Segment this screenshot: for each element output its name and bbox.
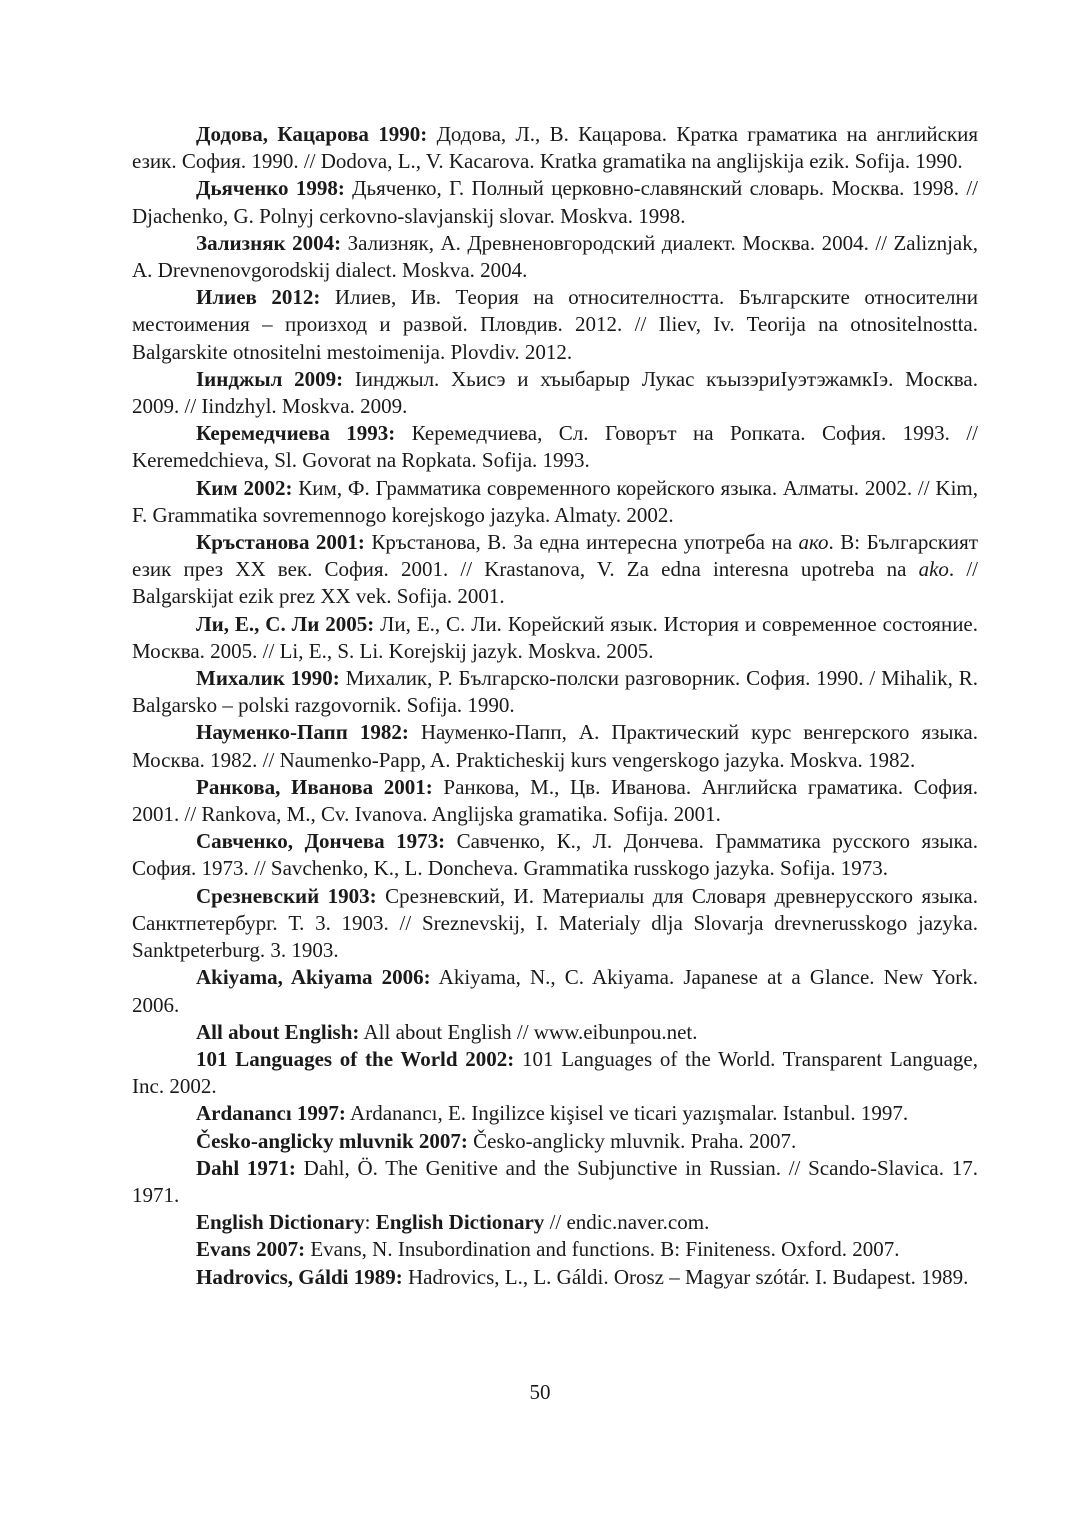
entry-text-italic: ако	[798, 530, 829, 555]
entry-text: Ли, Е., С. Ли. Корейский язык. История и современное состояние. Москва. 2005. // Li, E., S. Li. Korejskij jazyk. Moskva. 2005.	[132, 611, 978, 663]
entry-key: Hadrovics, Gáldi 1989:	[196, 1264, 403, 1289]
bibliography-entry	[132, 121, 978, 175]
entry-key: Илиев 2012:	[196, 285, 321, 310]
bibliography-entry	[132, 774, 978, 828]
bibliography-entry	[132, 1019, 978, 1046]
entry-key: 101 Languages of the World 2002:	[196, 1046, 515, 1071]
entry-key: Česko-anglicky mluvnik 2007:	[196, 1128, 468, 1153]
entry-text: Науменко-Папп, А. Практический курс венгерского языка. Москва. 1982. // Naumenko-Papp, A. Prakticheskij kurs vengerskogo jazyka. Moskva. 1982.	[132, 720, 978, 772]
entry-text: // endic.naver.com.	[544, 1210, 710, 1235]
entry-key: English Dictionary	[196, 1210, 365, 1235]
entry-key: Керемедчиева 1993:	[196, 421, 396, 446]
bibliography-entry	[132, 964, 978, 1018]
entry-text: Михалик, Р. Българско-полски разговорник. София. 1990. / Mihalik, R. Balgarsko – polski razgovornik. Sofija. 1990.	[132, 666, 978, 718]
entry-key: Кръстанова 2001:	[196, 530, 365, 555]
bibliography-entry	[132, 175, 978, 229]
entry-text: Додова, Л., В. Кацарова. Кратка граматика на английския език. София. 1990. // Dodova, L., V. Kacarova. Kratka gramatika na anglijskija ezik. Sofija. 1990.	[132, 122, 978, 174]
entry-text: Akiyama, N., C. Akiyama. Japanese at a Glance. New York. 2006.	[132, 965, 978, 1017]
bibliography-entry	[132, 611, 978, 665]
bibliography-entry	[132, 1100, 978, 1127]
bibliography-entry	[132, 828, 978, 882]
entry-key: Ли, Е., С. Ли 2005:	[196, 611, 375, 636]
entry-key: Akiyama, Akiyama 2006:	[196, 965, 431, 990]
entry-text: Зализняк, А. Древненовгородский диалект. Москва. 2004. // Zaliznjak, A. Drevnenovgorodskij dialect. Moskva. 2004.	[132, 230, 978, 283]
entry-text: All about English // www.eibunpou.net.	[359, 1019, 698, 1044]
entry-key: Ким 2002:	[196, 475, 293, 500]
entry-key: Ardanancı 1997:	[196, 1101, 346, 1126]
bibliography-entry	[132, 475, 978, 529]
bibliography-entry	[132, 420, 978, 474]
entry-text: . В: Българският език през ХХ век. София. 2001. // Krastanova, V. Za edna interesna upotreba na	[132, 530, 979, 582]
entry-text: Česko-anglicky mluvnik. Praha. 2007.	[467, 1128, 797, 1153]
entry-text: Hadrovics, L., L. Gáldi. Orosz – Magyar szótár. I. Budapest. 1989.	[402, 1264, 969, 1289]
entry-key: Dahl 1971:	[196, 1155, 296, 1180]
entry-key: Науменко-Папп 1982:	[196, 720, 409, 745]
bibliography-entry	[132, 1209, 978, 1236]
bibliography-entry	[132, 1155, 978, 1209]
entry-text: Evans, N. Insubordination and functions. В: Finiteness. Oxford. 2007.	[305, 1237, 900, 1262]
entry-key: Іинджыл 2009:	[196, 366, 344, 391]
entry-key: Зализняк 2004:	[196, 230, 342, 255]
entry-key: Срезневский 1903:	[196, 883, 377, 908]
entry-text-italic: ako	[918, 557, 949, 582]
bibliography-entry	[132, 1264, 978, 1291]
bibliography-entry	[132, 719, 978, 773]
entry-text: Срезневский, И. Материалы для Словаря древнерусского языка. Санктпетербург. Т. 3. 1903. // Sreznevskij, I. Materialy dlja Slovarja drevnerusskogo jazyka. Sanktpeterburg. 3. 1903.	[132, 883, 978, 963]
entry-key: Evans 2007:	[196, 1237, 306, 1262]
bibliography-entry	[132, 665, 978, 719]
entry-text: Ardanancı, E. Ingilizce kişisel ve ticari yazışmalar. Istanbul. 1997.	[345, 1101, 909, 1126]
bibliography-entry	[132, 883, 978, 965]
entry-key: English Dictionary	[375, 1210, 545, 1235]
entry-text: Ранкова, М., Цв. Иванова. Английска граматика. София. 2001. // Rankova, M., Cv. Ivanova. Anglijska gramatika. Sofija. 2001.	[132, 774, 978, 827]
bibliography-entry	[132, 1128, 978, 1155]
entry-key: Додова, Кацарова 1990:	[196, 122, 428, 146]
bibliography-entry	[132, 284, 978, 366]
entry-key: Ранкова, Иванова 2001:	[196, 774, 433, 799]
bibliography-entry	[132, 529, 978, 611]
bibliography-list	[132, 121, 978, 1291]
bibliography-entry	[132, 1236, 978, 1263]
bibliography-entry	[132, 366, 978, 420]
entry-text: Кръстанова, В. За една интересна употреба на	[364, 530, 799, 555]
entry-text: 101 Languages of the World. Transparent Language, Inc. 2002.	[132, 1046, 978, 1099]
entry-text: Іинджыл. Хьисэ и хъыбарыр Лукас къызэриIуэтэжамкIэ. Москва. 2009. // Iindzhyl. Moskva. 2009.	[132, 366, 978, 419]
entry-key: Савченко, Дончева 1973:	[196, 829, 446, 854]
entry-text: :	[364, 1210, 376, 1235]
page-number: 50	[529, 1380, 551, 1404]
entry-text: Ким, Ф. Грамматика современного корейского языка. Алматы. 2002. // Kim, F. Grammatika sovremennogo korejskogo jazyka. Almaty. 2002.	[132, 475, 979, 527]
entry-text: Илиев, Ив. Теория на относителността. Българските относителни местоимения – произход и развой. Пловдив. 2012. // Iliev, Iv. Teorija na otnositelnostta. Balgarskite otnositelni mestoimenija. Plovdiv. 2012.	[132, 285, 978, 364]
entry-key: Дьяченко 1998:	[196, 176, 345, 201]
entry-text: Дьяченко, Г. Полный церковно-славянский словарь. Москва. 1998. // Djachenko, G. Polnyj cerkovno-slavjanskij slovar. Moskva. 1998.	[132, 176, 978, 228]
bibliography-entry	[132, 1046, 978, 1100]
entry-text: Савченко, К., Л. Дончева. Грамматика русского языка. София. 1973. // Savchenko, K., L. Doncheva. Grammatika russkogo jazyka. Sofija. 1973.	[132, 829, 978, 881]
entry-key: All about English:	[196, 1019, 360, 1044]
entry-text: Керемедчиева, Сл. Говорът на Ропката. София. 1993. // Keremedchieva, Sl. Govorat na Ropkata. Sofija. 1993.	[132, 421, 978, 473]
bibliography-entry	[132, 230, 978, 284]
entry-text: . // Balgarskijat ezik prez XX vek. Sofija. 2001.	[132, 557, 979, 609]
entry-key: Михалик 1990:	[196, 666, 340, 691]
entry-text: Dahl, Ö. The Genitive and the Subjunctive in Russian. // Scando-Slavica. 17. 1971.	[132, 1155, 978, 1207]
